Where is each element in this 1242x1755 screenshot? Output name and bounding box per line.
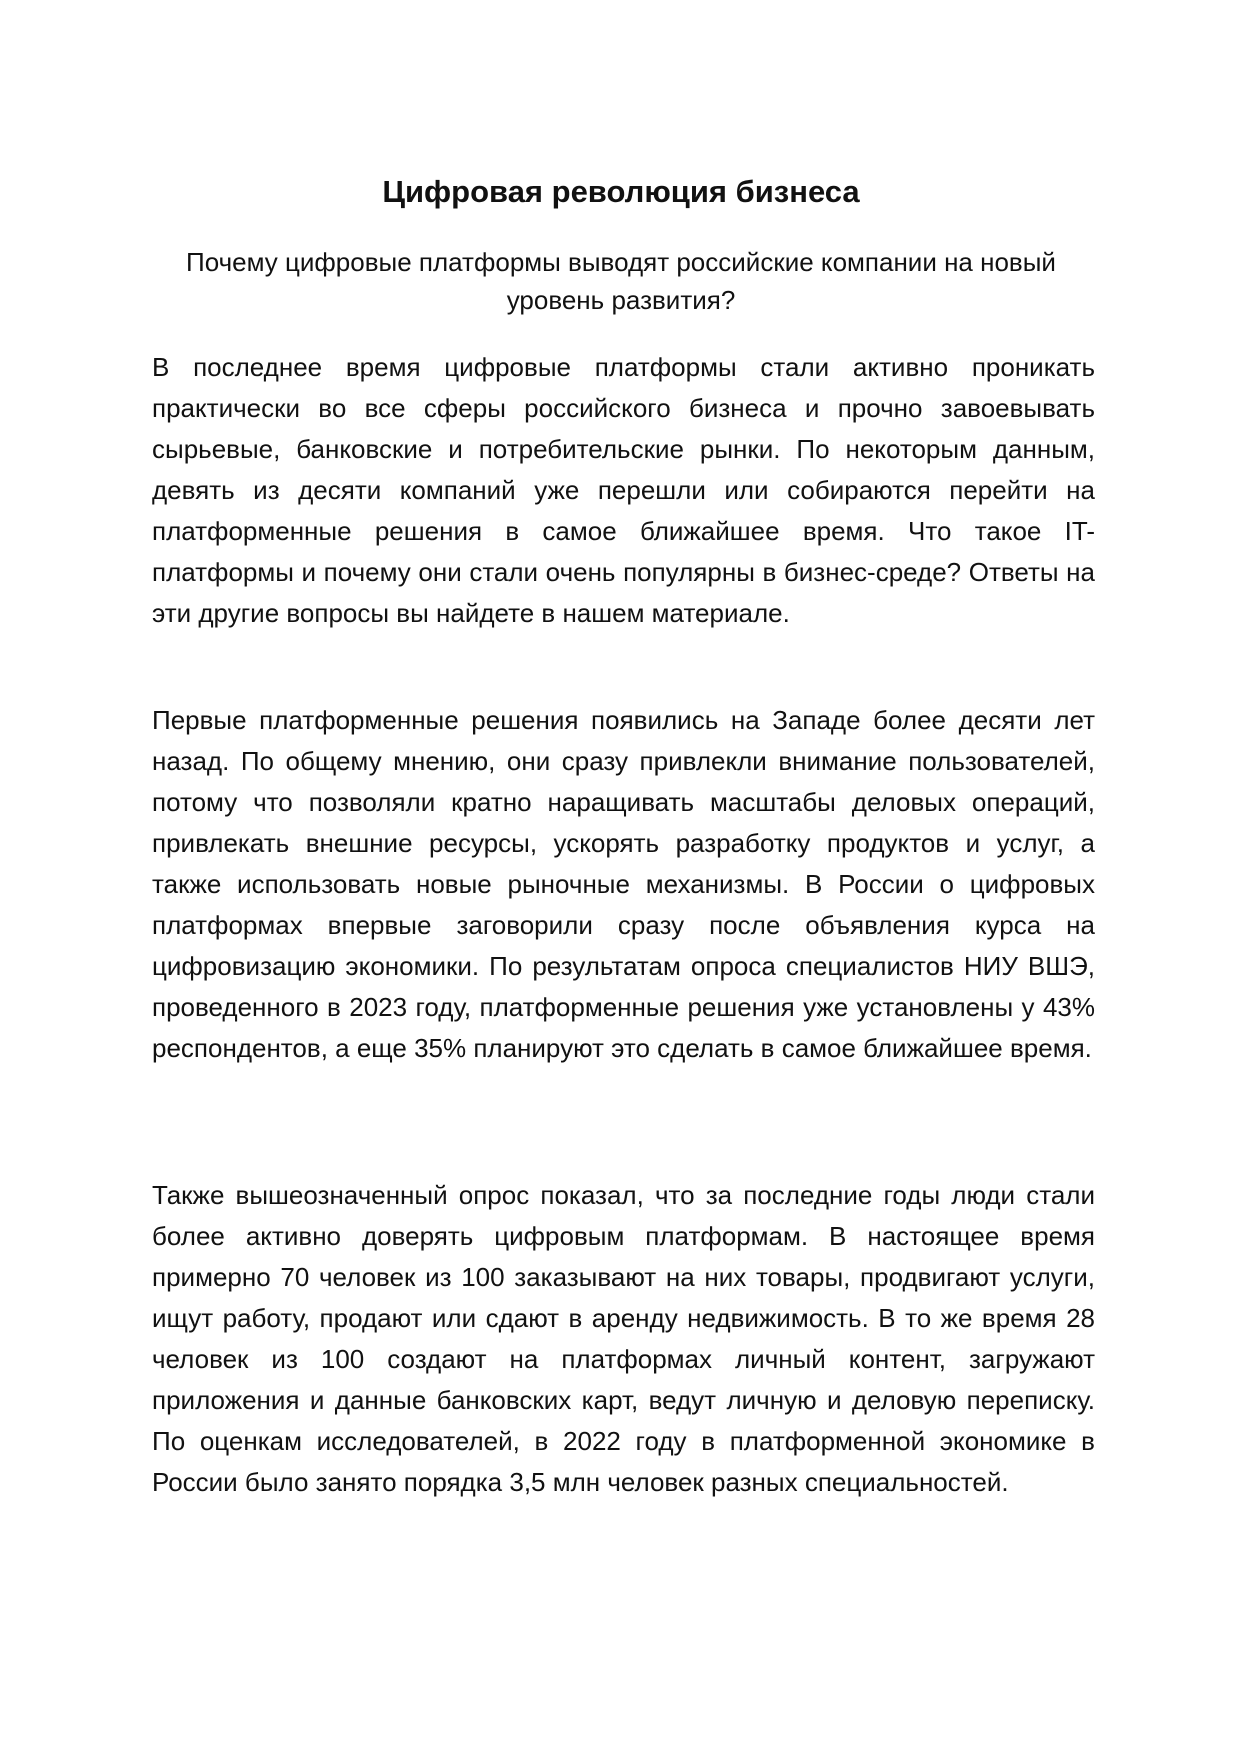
document-title: Цифровая революция бизнеса: [382, 174, 860, 209]
paragraph-3: Также вышеозначенный опрос показал, что за последние годы люди стали более активно доверять цифровым платформам. В настоящее время примерно 70 человек из 100 заказывают на них товары, продвигают услуги, ищут работу, продают или сдают в аренду недвижимость. В то же время 28 человек из 100 создают на платформах личный контент, загружают приложения и данные банковских карт, ведут личную и деловую переписку. По оценкам исследователей, в 2022 году в платформенной экономике в России было занято порядка 3,5 млн человек разных специальностей.: [152, 1180, 1095, 1497]
paragraph-2: Первые платформенные решения появились на Западе более десяти лет назад. По общему мнению, они сразу привлекли внимание пользователей, потому что позволяли кратно наращивать масштабы деловых операций, привлекать внешние ресурсы, ускорять разработку продуктов и услуг, а также использовать новые рыночные механизмы. В России о цифровых платформах впервые заговорили сразу после объявления курса на цифровизацию экономики. По результатам опроса специалистов НИУ ВШЭ, проведенного в 2023 году, платформенные решения уже установлены у 43% респондентов, а еще 35% планируют это сделать в самое ближайшее время.: [152, 705, 1095, 1063]
paragraph-1: В последнее время цифровые платформы стали активно проникать практически во все сферы российского бизнеса и прочно завоевывать сырьевые, банковские и потребительские рынки. По некоторым данным, девять из десяти компаний уже перешли или собираются перейти на платформенные решения в самое ближайшее время. Что такое IT- платформы и почему они стали очень популярны в бизнес-среде? Ответы на эти другие вопросы вы найдете в нашем материале.: [152, 352, 1095, 628]
document-subtitle: Почему цифровые платформы выводят российские компании на новый уровень развития?: [186, 247, 1056, 315]
